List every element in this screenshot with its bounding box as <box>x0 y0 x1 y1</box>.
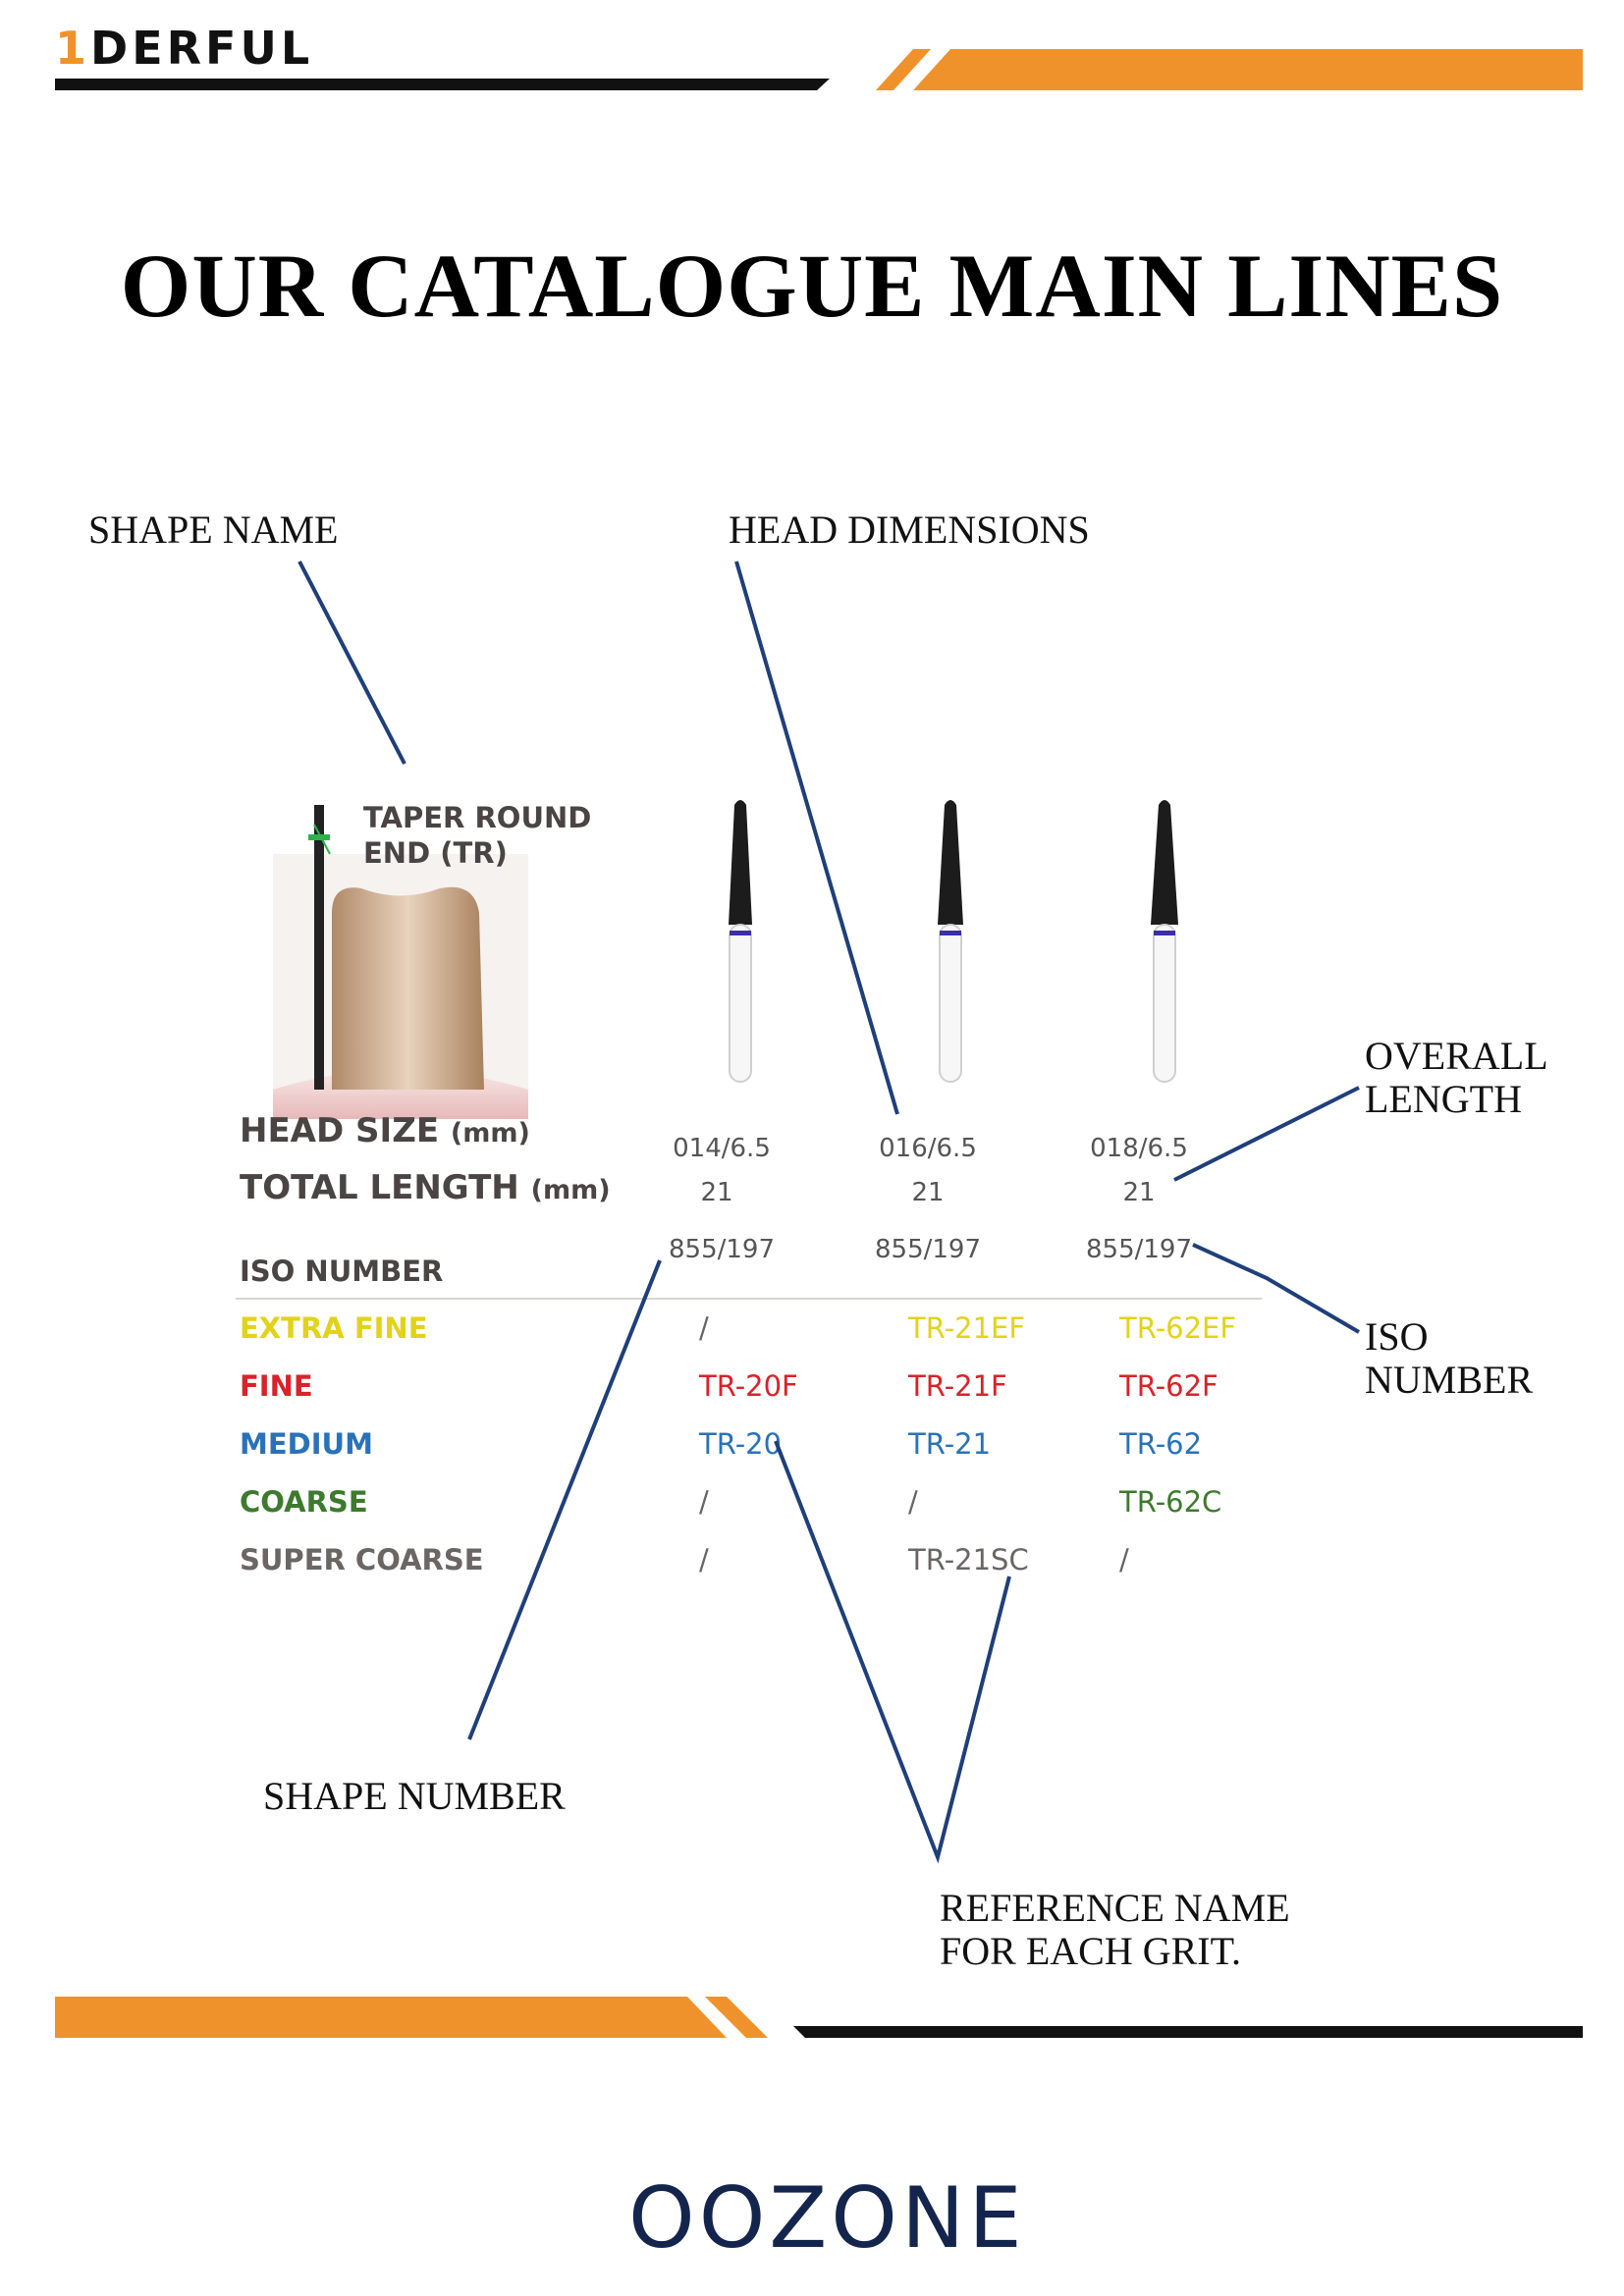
grit-code: TR-21F <box>908 1369 1007 1403</box>
grit-label-extra-fine: EXTRA FINE <box>240 1311 428 1345</box>
leader-line-reference-name <box>776 1441 1009 1857</box>
leader-line-shape-number <box>469 1260 660 1739</box>
leader-line-iso-number <box>1193 1245 1359 1332</box>
leader-line-overall-length <box>1174 1088 1359 1180</box>
callout-head-dimensions: HEAD DIMENSIONS <box>729 507 1090 552</box>
iso-value: 855/197 <box>1085 1235 1192 1264</box>
head-size-value: 014/6.5 <box>673 1134 771 1163</box>
grit-label-fine: FINE <box>240 1369 313 1403</box>
iso-number-label: ISO NUMBER <box>240 1255 444 1288</box>
total-length-value: 21 <box>1122 1178 1156 1207</box>
head-size-value: 016/6.5 <box>879 1134 977 1163</box>
grit-label-medium: MEDIUM <box>240 1427 373 1461</box>
grit-label-coarse: COARSE <box>240 1485 368 1519</box>
grit-label-super-coarse: SUPER COARSE <box>240 1543 484 1576</box>
total-length-value: 21 <box>700 1178 733 1207</box>
callout-shape-name: SHAPE NAME <box>88 507 339 552</box>
grit-code: TR-62 <box>1119 1427 1203 1461</box>
grit-code: TR-62EF <box>1119 1311 1237 1345</box>
head-size-label: HEAD SIZE (mm) <box>240 1111 530 1150</box>
shape-name-label: TAPER ROUND END (TR) <box>363 801 592 870</box>
grit-code: TR-20F <box>699 1369 798 1403</box>
callout-iso-number: ISO NUMBER <box>1365 1314 1534 1402</box>
iso-value: 855/197 <box>668 1235 775 1264</box>
grit-code: TR-21EF <box>908 1311 1026 1345</box>
grit-code: / <box>699 1543 709 1576</box>
brand-logo: 1DERFUL <box>55 22 314 75</box>
grit-code: / <box>699 1485 709 1519</box>
leader-line-shape-name <box>299 561 405 764</box>
page-title: OUR CATALOGUE MAIN LINES <box>120 236 1504 336</box>
total-length-value: 21 <box>911 1178 945 1207</box>
footer-black-band <box>793 2026 1583 2038</box>
iso-value: 855/197 <box>874 1235 981 1264</box>
callout-reference-name: REFERENCE NAME FOR EACH GRIT. <box>940 1886 1290 1973</box>
callout-shape-number: SHAPE NUMBER <box>263 1774 566 1818</box>
grit-code: TR-62C <box>1119 1485 1222 1519</box>
grit-code: / <box>1119 1543 1129 1576</box>
grit-code: TR-20 <box>699 1427 783 1461</box>
callout-overall-length: OVERALL LENGTH <box>1365 1034 1548 1121</box>
grit-code: / <box>908 1485 918 1519</box>
total-length-label: TOTAL LENGTH (mm) <box>240 1168 611 1207</box>
leader-line-head-dimensions <box>736 561 897 1114</box>
footer-bands <box>0 1993 1624 2052</box>
grit-code: TR-62F <box>1119 1369 1218 1403</box>
footer-logo: OOZONE <box>628 2169 1026 2268</box>
footer-orange-band <box>55 1997 727 2038</box>
grit-code: / <box>699 1311 709 1345</box>
grit-code: TR-21 <box>908 1427 992 1461</box>
grit-code: TR-21SC <box>908 1543 1029 1576</box>
head-size-value: 018/6.5 <box>1090 1134 1188 1163</box>
